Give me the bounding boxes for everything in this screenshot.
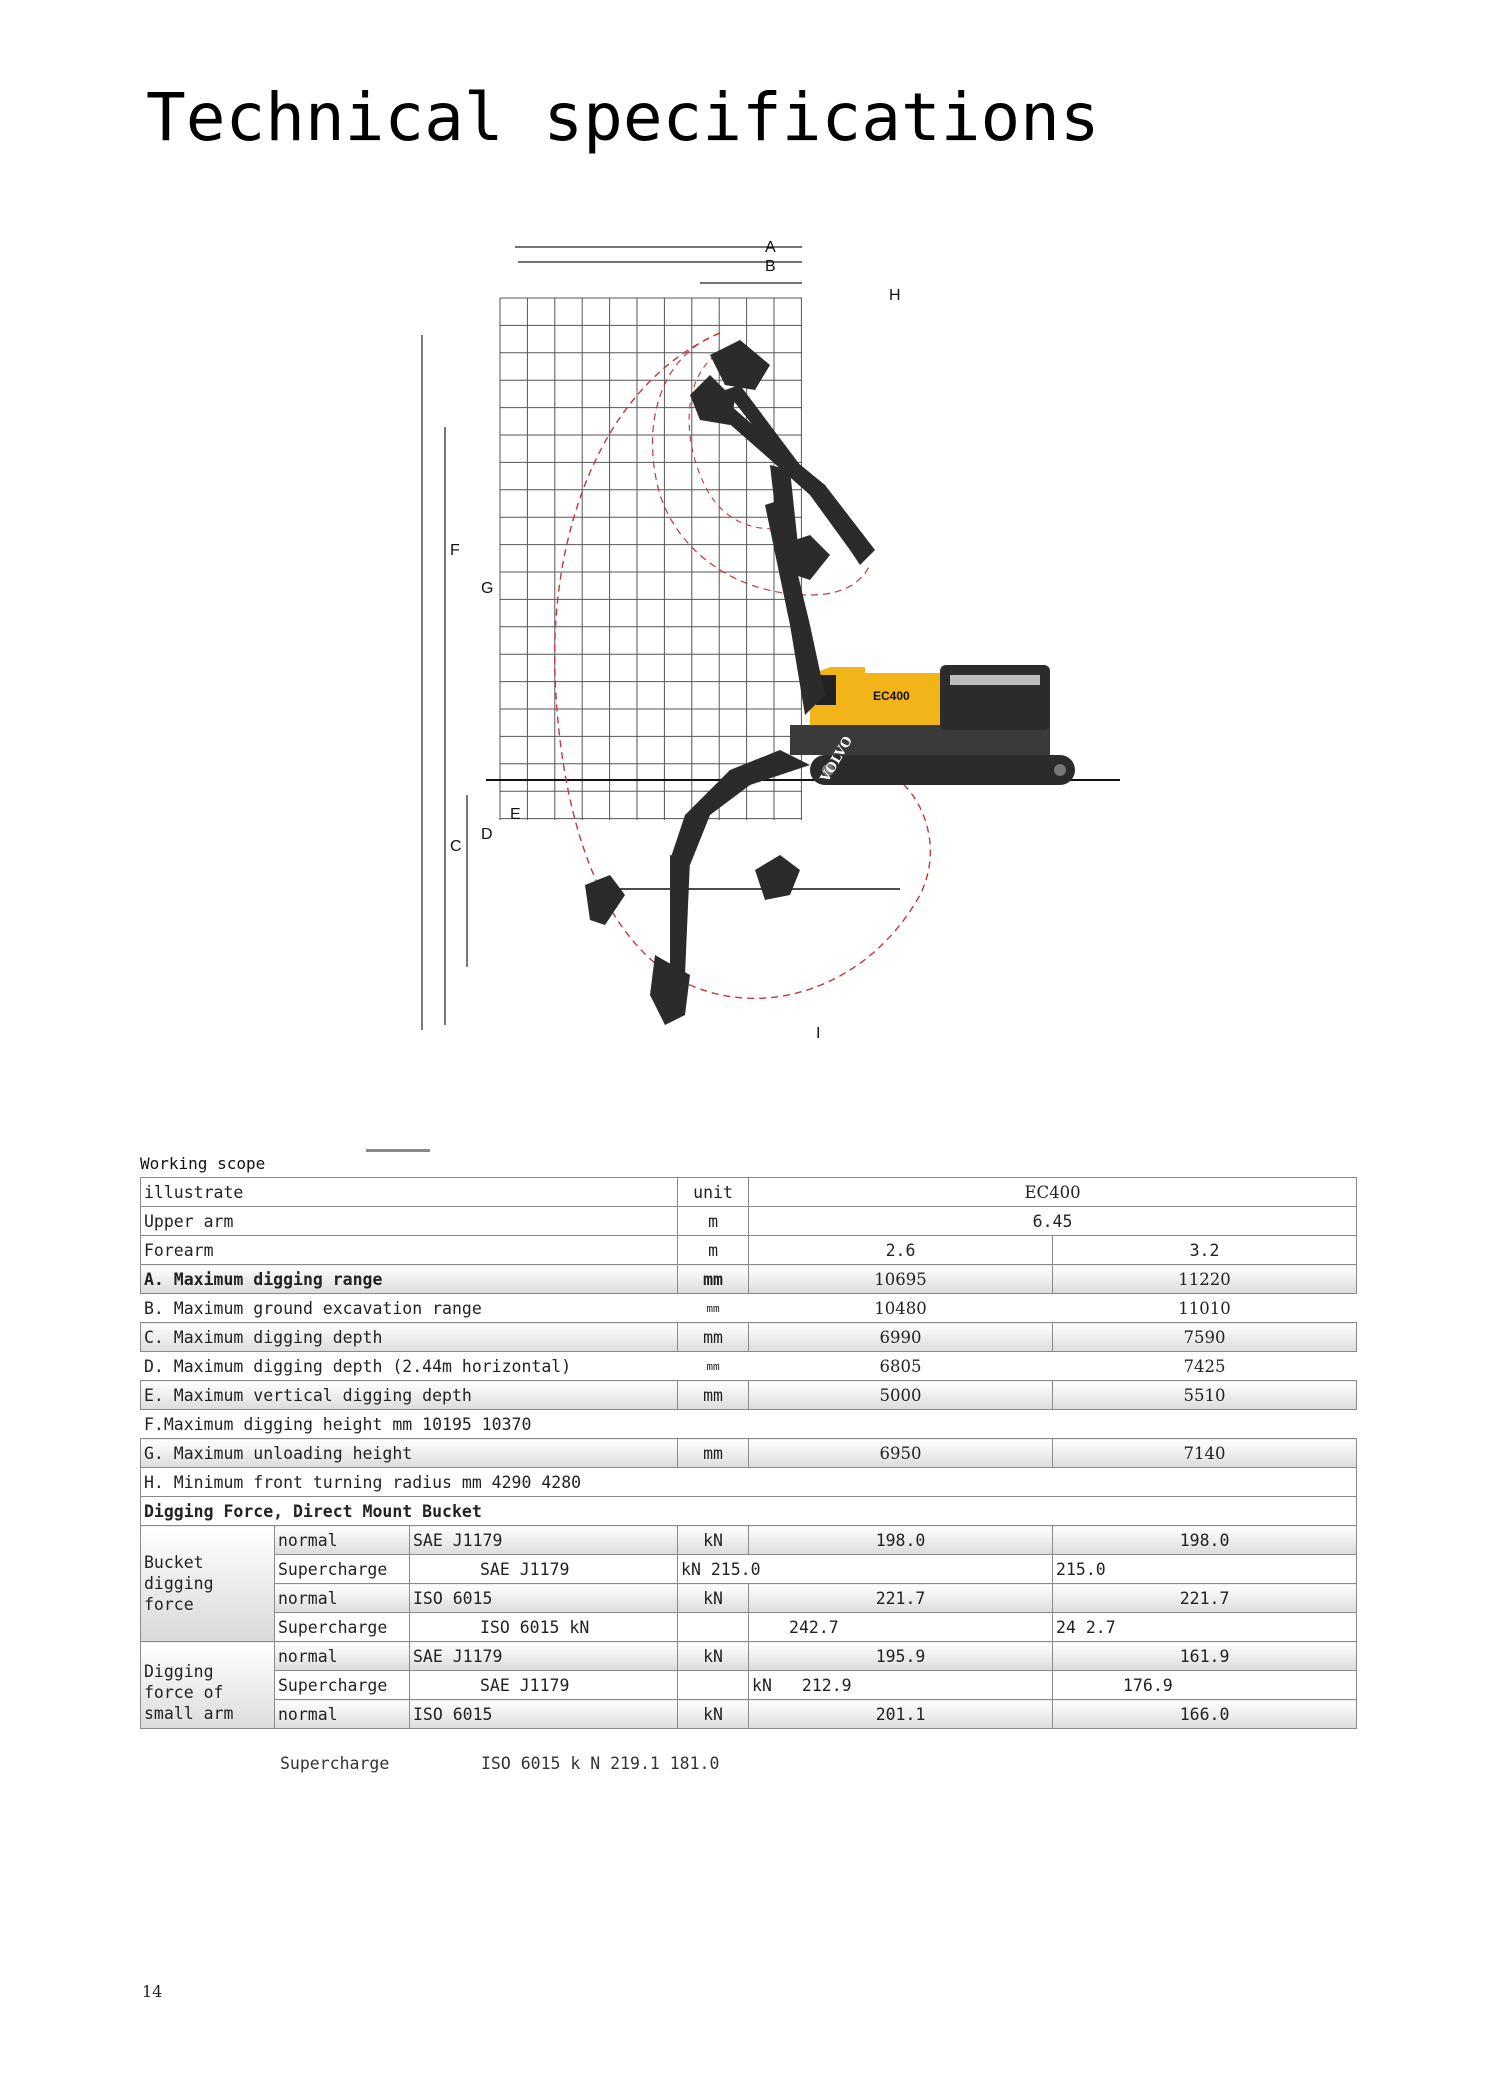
table-row xyxy=(141,1410,1357,1439)
bucket-super-sae-unit-value: kN 215.0 xyxy=(678,1555,1053,1584)
bucket-super-iso-value-2: 24 2.7 xyxy=(1053,1613,1357,1642)
dim-label-d: D xyxy=(481,826,493,843)
boom-brand-text-upper: VOLVO xyxy=(866,485,908,536)
arm-normal-sae-value-2: 161.9 xyxy=(1053,1642,1357,1671)
undercarriage xyxy=(810,755,1075,785)
bucket-normal-sae-value-2: 198.0 xyxy=(1053,1526,1357,1555)
row-f-text: F.Maximum digging height mm 10195 10370 xyxy=(141,1410,1357,1439)
row-e-value-2: 5510 xyxy=(1053,1381,1357,1410)
dim-label-i: I xyxy=(816,1025,821,1042)
table-row xyxy=(141,1439,1357,1468)
bucket-normal-sae-unit: kN xyxy=(678,1526,749,1555)
row-c-label: C. Maximum digging depth xyxy=(141,1323,678,1352)
arm-normal-sae-value-1: 195.9 xyxy=(749,1642,1053,1671)
arm-normal-iso-value-1: 201.1 xyxy=(749,1700,1053,1729)
upper-arm-row xyxy=(141,1207,1357,1236)
row-c-unit: mm xyxy=(678,1323,749,1352)
table-row xyxy=(141,1642,1357,1671)
bucket-super-sae-standard: SAE J1179 xyxy=(410,1555,678,1584)
caption-rule xyxy=(366,1149,430,1152)
table-row xyxy=(141,1700,1357,1729)
upper-arm-label: Upper arm xyxy=(141,1207,678,1236)
upper-arm-unit: m xyxy=(678,1207,749,1236)
bucket-super-iso-value-1: 242.7 xyxy=(749,1613,1053,1642)
arm-normal-sae-standard: SAE J1179 xyxy=(410,1642,678,1671)
dim-label-h: H xyxy=(889,287,901,304)
table-row xyxy=(141,1323,1357,1352)
row-a-label: A. Maximum digging range xyxy=(141,1265,678,1294)
cab-model-text: EC400 xyxy=(873,689,910,703)
bucket-super-iso-standard-unit: ISO 6015 kN xyxy=(410,1613,678,1642)
arm-super-sae-value-1: 212.9 xyxy=(801,1675,852,1695)
small-arm-force-label: Digging force of small arm xyxy=(141,1642,275,1729)
upper-arm-value: 6.45 xyxy=(749,1207,1357,1236)
table-header-row xyxy=(141,1178,1357,1207)
bucket-super-iso-mode: Supercharge xyxy=(275,1613,410,1642)
arm-super-sae-mode: Supercharge xyxy=(275,1671,410,1700)
bucket-normal-iso-mode: normal xyxy=(275,1584,410,1613)
row-e-value-1: 5000 xyxy=(749,1381,1053,1410)
forearm-value-2: 3.2 xyxy=(1053,1236,1357,1265)
forearm-row xyxy=(141,1236,1357,1265)
page-title: Technical specifications xyxy=(146,79,1100,156)
table-row xyxy=(141,1555,1357,1584)
bucket-super-sae-value-2: 215.0 xyxy=(1053,1555,1357,1584)
row-b-value-1: 10480 xyxy=(749,1294,1053,1323)
dim-label-c: C xyxy=(450,838,462,855)
arm-normal-iso-mode: normal xyxy=(275,1700,410,1729)
arm-super-sae-unit: kN xyxy=(752,1675,772,1695)
bucket-normal-sae-standard: SAE J1179 xyxy=(410,1526,678,1555)
row-d-label: D. Maximum digging depth (2.44m horizontal) xyxy=(141,1352,678,1381)
table-row xyxy=(141,1671,1357,1700)
bucket-normal-iso-value-2: 221.7 xyxy=(1053,1584,1357,1613)
counterweight xyxy=(940,665,1050,730)
bucket-normal-sae-mode: normal xyxy=(275,1526,410,1555)
forearm-unit: m xyxy=(678,1236,749,1265)
table-row xyxy=(141,1468,1357,1497)
row-g-value-2: 7140 xyxy=(1053,1439,1357,1468)
row-a-unit: mm xyxy=(678,1265,749,1294)
force-heading: Digging Force, Direct Mount Bucket xyxy=(141,1497,1357,1526)
arm-normal-iso-value-2: 166.0 xyxy=(1053,1700,1357,1729)
row-d-value-1: 6805 xyxy=(749,1352,1053,1381)
table-row xyxy=(141,1526,1357,1555)
forearm-label: Forearm xyxy=(141,1236,678,1265)
row-a-value-2: 11220 xyxy=(1053,1265,1357,1294)
arm-normal-sae-unit: kN xyxy=(678,1642,749,1671)
header-unit: unit xyxy=(678,1178,749,1207)
arm-super-sae-standard: SAE J1179 xyxy=(410,1671,678,1700)
row-c-value-2: 7590 xyxy=(1053,1323,1357,1352)
forearm-value-1: 2.6 xyxy=(749,1236,1053,1265)
row-g-label: G. Maximum unloading height xyxy=(141,1439,678,1468)
table-row xyxy=(141,1584,1357,1613)
arm-super-iso-text: ISO 6015 k N 219.1 181.0 xyxy=(481,1754,720,1773)
bucket-super-sae-mode: Supercharge xyxy=(275,1555,410,1584)
header-model: EC400 xyxy=(749,1178,1357,1207)
arm-super-sae-value-2: 176.9 xyxy=(1053,1671,1357,1700)
row-b-unit: mm xyxy=(678,1294,749,1323)
row-d-unit: mm xyxy=(678,1352,749,1381)
arm-super-iso-mode: Supercharge xyxy=(280,1754,390,1773)
row-c-value-1: 6990 xyxy=(749,1323,1053,1352)
arm-normal-sae-mode: normal xyxy=(275,1642,410,1671)
table-row xyxy=(141,1381,1357,1410)
arm-super-sae-unit-value xyxy=(749,1671,1053,1700)
working-range-diagram xyxy=(400,235,1120,1055)
bucket-force-label: Bucket digging force xyxy=(141,1526,275,1642)
bucket-normal-sae-value-1: 198.0 xyxy=(749,1526,1053,1555)
table-row xyxy=(141,1265,1357,1294)
arm-normal-iso-standard: ISO 6015 xyxy=(410,1700,678,1729)
row-d-value-2: 7425 xyxy=(1053,1352,1357,1381)
dim-label-b: B xyxy=(765,258,776,275)
dim-label-e: E xyxy=(510,806,521,823)
row-g-unit: mm xyxy=(678,1439,749,1468)
row-a-value-1: 10695 xyxy=(749,1265,1053,1294)
boom-brand-text-lower: VOLVO xyxy=(817,734,856,785)
arm-normal-iso-unit: kN xyxy=(678,1700,749,1729)
row-b-label: B. Maximum ground excavation range xyxy=(141,1294,678,1323)
bucket-normal-iso-unit: kN xyxy=(678,1584,749,1613)
force-heading-row xyxy=(141,1497,1357,1526)
row-h-text: H. Minimum front turning radius mm 4290 4280 xyxy=(141,1468,1357,1497)
dim-label-f: F xyxy=(450,542,460,559)
row-b-value-2: 11010 xyxy=(1053,1294,1357,1323)
dim-label-a: A xyxy=(765,239,776,256)
row-e-unit: mm xyxy=(678,1381,749,1410)
table-caption: Working scope xyxy=(140,1154,266,1173)
table-row xyxy=(141,1352,1357,1381)
header-label: illustrate xyxy=(141,1178,678,1207)
page-number: 14 xyxy=(142,1982,163,2001)
table-row xyxy=(141,1613,1357,1642)
row-g-value-1: 6950 xyxy=(749,1439,1053,1468)
dim-label-g: G xyxy=(481,580,494,597)
row-e-label: E. Maximum vertical digging depth xyxy=(141,1381,678,1410)
bucket-normal-iso-standard: ISO 6015 xyxy=(410,1584,678,1613)
bucket-normal-iso-value-1: 221.7 xyxy=(749,1584,1053,1613)
specifications-table xyxy=(140,1177,1357,1729)
table-row xyxy=(141,1294,1357,1323)
